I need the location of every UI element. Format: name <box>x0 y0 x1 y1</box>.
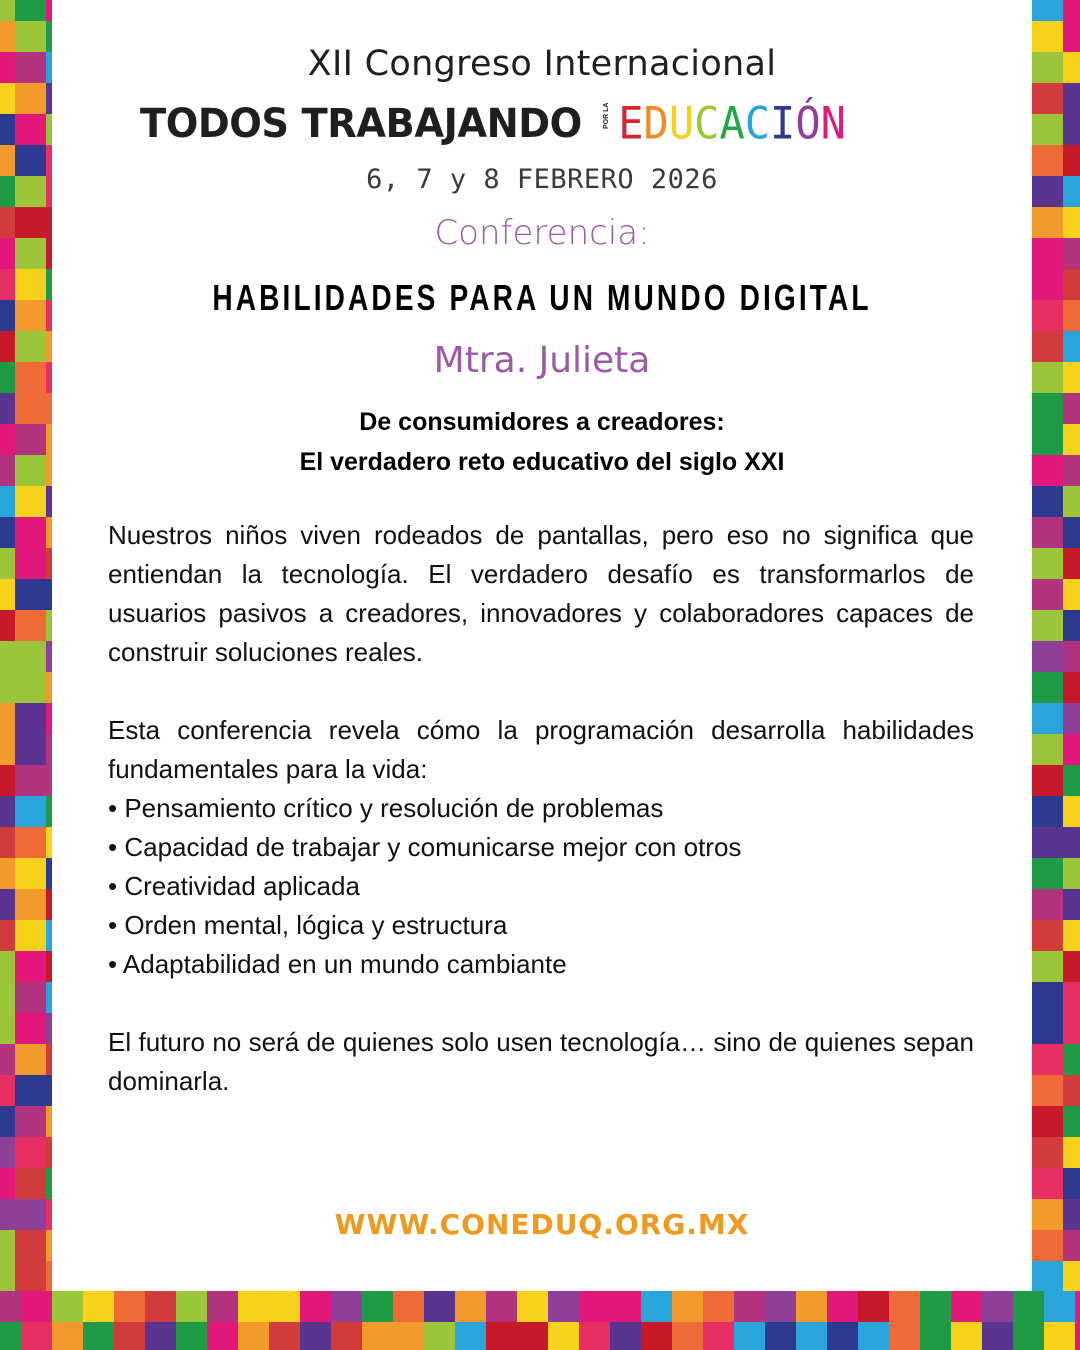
mosaic-tile <box>15 796 46 827</box>
mosaic-tile <box>0 238 15 269</box>
mosaic-tile <box>1063 1106 1080 1137</box>
mosaic-tile <box>1063 579 1080 610</box>
mosaic-tile <box>610 1291 641 1322</box>
mosaic-tile <box>0 1230 15 1261</box>
mosaic-tile <box>15 300 46 331</box>
mosaic-tile <box>0 703 15 734</box>
mosaic-tile <box>1063 982 1080 1013</box>
mosaic-tile <box>424 1322 455 1350</box>
mosaic-tile <box>300 1291 331 1322</box>
mosaic-tile <box>1063 331 1080 362</box>
mosaic-tile <box>1032 858 1063 889</box>
mosaic-tile <box>1032 579 1063 610</box>
mosaic-tile <box>393 1322 424 1350</box>
mosaic-tile <box>15 21 46 52</box>
mosaic-tile <box>207 1322 238 1350</box>
mosaic-tile <box>1063 1137 1080 1168</box>
mosaic-tile <box>1032 114 1063 145</box>
mosaic-tile <box>920 1291 951 1322</box>
educacion-letter: Ó <box>795 97 821 150</box>
mosaic-tile <box>796 1291 827 1322</box>
mosaic-tile <box>517 1322 548 1350</box>
mosaic-tile <box>1063 1075 1080 1106</box>
mosaic-tile <box>1075 1322 1080 1350</box>
mosaic-tile <box>579 1322 610 1350</box>
mosaic-tile <box>1032 1230 1063 1261</box>
mosaic-tile <box>238 1322 269 1350</box>
mosaic-tile <box>0 300 15 331</box>
mosaic-tile <box>920 1322 951 1350</box>
mosaic-tile <box>1032 145 1063 176</box>
mosaic-tile <box>1032 1137 1063 1168</box>
mosaic-tile <box>269 1322 300 1350</box>
list-item: • Capacidad de trabajar y comunicarse mejor con otros <box>108 832 742 862</box>
mosaic-tile <box>1032 641 1063 672</box>
mosaic-tile <box>951 1291 982 1322</box>
mosaic-tile <box>1032 734 1063 765</box>
mosaic-tile <box>15 579 46 610</box>
mosaic-tile <box>0 331 15 362</box>
mosaic-tile <box>486 1291 517 1322</box>
mosaic-tile <box>15 114 46 145</box>
mosaic-tile <box>827 1322 858 1350</box>
mosaic-tile <box>15 1168 46 1199</box>
mosaic-tile <box>765 1322 796 1350</box>
mosaic-tile <box>1044 1291 1075 1322</box>
mosaic-tile <box>1032 672 1063 703</box>
educacion-letter: U <box>668 97 695 150</box>
mosaic-tile <box>1063 796 1080 827</box>
mosaic-tile <box>114 1322 145 1350</box>
content-card <box>52 0 1032 1291</box>
mosaic-tile <box>15 486 46 517</box>
list-item: • Adaptabilidad en un mundo cambiante <box>108 949 567 979</box>
mosaic-tile <box>1032 52 1063 83</box>
mosaic-tile <box>951 1322 982 1350</box>
mosaic-tile <box>0 83 15 114</box>
mosaic-tile <box>982 1291 1013 1322</box>
mosaic-tile <box>1032 238 1063 269</box>
mosaic-tile <box>0 579 15 610</box>
mosaic-tile <box>641 1322 672 1350</box>
speaker-name: Mtra. Julieta <box>433 340 651 381</box>
mosaic-tile <box>21 1291 52 1322</box>
mosaic-tile <box>1063 393 1080 424</box>
mosaic-tile <box>0 145 15 176</box>
mosaic-tile <box>1063 920 1080 951</box>
mosaic-tile <box>0 52 15 83</box>
mosaic-tile <box>1075 1291 1080 1322</box>
title-main: TODOS TRABAJANDO <box>140 101 582 147</box>
title-por-la: POR LA <box>603 102 611 129</box>
mosaic-tile <box>0 641 15 672</box>
mosaic-tile <box>15 703 46 734</box>
mosaic-tile <box>15 858 46 889</box>
mosaic-tile <box>455 1291 486 1322</box>
mosaic-tile <box>15 765 46 796</box>
mosaic-tile <box>15 362 46 393</box>
mosaic-tile <box>889 1291 920 1322</box>
mosaic-tile <box>1032 424 1063 455</box>
mosaic-tile <box>0 982 15 1013</box>
mosaic-tile <box>0 424 15 455</box>
mosaic-tile <box>1063 0 1080 21</box>
mosaic-tile <box>1063 424 1080 455</box>
mosaic-tile <box>15 83 46 114</box>
mosaic-tile <box>1032 1106 1063 1137</box>
mosaic-tile <box>0 486 15 517</box>
mosaic-tile <box>1063 1168 1080 1199</box>
mosaic-tile <box>517 1291 548 1322</box>
mosaic-tile <box>15 145 46 176</box>
mosaic-tile <box>15 889 46 920</box>
mosaic-tile <box>1063 951 1080 982</box>
mosaic-tile <box>0 1322 21 1350</box>
mosaic-tile <box>1063 52 1080 83</box>
mosaic-tile <box>362 1322 393 1350</box>
mosaic-tile <box>0 827 15 858</box>
mosaic-tile <box>331 1291 362 1322</box>
mosaic-tile <box>703 1322 734 1350</box>
mosaic-tile <box>0 796 15 827</box>
mosaic-tile <box>1032 1013 1063 1044</box>
mosaic-tile <box>1063 1199 1080 1230</box>
mosaic-tile <box>548 1291 579 1322</box>
mosaic-tile <box>1032 486 1063 517</box>
mosaic-tile <box>0 1261 15 1292</box>
mosaic-tile <box>15 455 46 486</box>
mosaic-tile <box>1063 610 1080 641</box>
mosaic-tile <box>83 1291 114 1322</box>
mosaic-tile <box>0 858 15 889</box>
mosaic-tile <box>0 1013 15 1044</box>
educacion-letter: I <box>770 97 796 150</box>
mosaic-tile <box>15 734 46 765</box>
mosaic-tile <box>362 1291 393 1322</box>
mosaic-tile <box>1032 951 1063 982</box>
educacion-letter: A <box>719 97 745 150</box>
event-logo-title <box>140 98 846 150</box>
mosaic-tile <box>982 1322 1013 1350</box>
mosaic-tile <box>858 1291 889 1322</box>
mosaic-tile <box>1063 734 1080 765</box>
mosaic-tile <box>796 1322 827 1350</box>
mosaic-tile <box>52 1322 83 1350</box>
mosaic-tile <box>1063 517 1080 548</box>
mosaic-tile <box>15 1230 46 1261</box>
mosaic-tile <box>15 331 46 362</box>
mosaic-tile <box>331 1322 362 1350</box>
mosaic-tile <box>0 0 15 21</box>
mosaic-tile <box>238 1291 269 1322</box>
title-educacion <box>618 97 846 150</box>
mosaic-tile <box>1032 1199 1063 1230</box>
mosaic-tile <box>455 1322 486 1350</box>
mosaic-tile <box>0 1106 15 1137</box>
mosaic-tile <box>0 21 15 52</box>
mosaic-tile <box>1063 827 1080 858</box>
mosaic-tile <box>0 393 15 424</box>
mosaic-tile <box>15 982 46 1013</box>
mosaic-tile <box>15 176 46 207</box>
mosaic-tile <box>1032 920 1063 951</box>
mosaic-tile <box>0 176 15 207</box>
educacion-letter: N <box>820 97 846 150</box>
mosaic-tile <box>734 1291 765 1322</box>
mosaic-tile <box>1063 145 1080 176</box>
mosaic-tile <box>1032 393 1063 424</box>
skills-list <box>108 789 974 984</box>
mosaic-tile <box>1063 1261 1080 1292</box>
mosaic-tile <box>827 1291 858 1322</box>
mosaic-tile <box>1063 672 1080 703</box>
mosaic-tile <box>15 1013 46 1044</box>
mosaic-tile <box>15 920 46 951</box>
mosaic-tile <box>1063 455 1080 486</box>
mosaic-tile <box>15 1261 46 1292</box>
mosaic-tile <box>15 672 46 703</box>
mosaic-tile <box>1063 1230 1080 1261</box>
mosaic-tile <box>672 1291 703 1322</box>
mosaic-tile <box>1063 362 1080 393</box>
mosaic-tile <box>0 1199 15 1230</box>
mosaic-tile <box>15 1199 46 1230</box>
mosaic-tile <box>176 1291 207 1322</box>
list-item: • Creatividad aplicada <box>108 871 360 901</box>
mosaic-tile <box>15 52 46 83</box>
conference-title: HABILIDADES PARA UN MUNDO DIGITAL <box>212 277 872 318</box>
mosaic-tile <box>393 1291 424 1322</box>
mosaic-tile <box>548 1322 579 1350</box>
mosaic-tile <box>486 1322 517 1350</box>
mosaic-tile <box>1063 641 1080 672</box>
mosaic-tile <box>0 455 15 486</box>
mosaic-tile <box>1044 1322 1075 1350</box>
mosaic-tile <box>703 1291 734 1322</box>
mosaic-tile <box>1032 703 1063 734</box>
mosaic-tile <box>889 1322 920 1350</box>
congress-edition: XII Congreso Internacional <box>307 44 777 84</box>
mosaic-tile <box>1032 269 1063 300</box>
mosaic-tile <box>0 207 15 238</box>
mosaic-tile <box>1013 1291 1044 1322</box>
paragraph-skills-intro: Esta conferencia revela cómo la programación desarrolla habilidades fundamentales para la vida: <box>108 715 974 784</box>
mosaic-tile <box>1063 207 1080 238</box>
mosaic-tile <box>1013 1322 1044 1350</box>
mosaic-tile <box>0 548 15 579</box>
mosaic-tile <box>0 889 15 920</box>
mosaic-tile <box>21 1322 52 1350</box>
mosaic-tile <box>0 920 15 951</box>
educacion-letter: C <box>694 97 720 150</box>
mosaic-tile <box>0 362 15 393</box>
mosaic-tile <box>641 1291 672 1322</box>
mosaic-tile <box>1063 858 1080 889</box>
mosaic-tile <box>1063 176 1080 207</box>
description-body <box>108 516 974 1101</box>
mosaic-tile <box>1032 982 1063 1013</box>
mosaic-tile <box>176 1322 207 1350</box>
mosaic-tile <box>15 269 46 300</box>
mosaic-tile <box>15 424 46 455</box>
mosaic-tile <box>1063 83 1080 114</box>
mosaic-tile <box>0 734 15 765</box>
mosaic-tile <box>1032 889 1063 920</box>
mosaic-tile <box>15 951 46 982</box>
mosaic-tile <box>15 0 46 21</box>
educacion-letter: E <box>618 97 644 150</box>
mosaic-tile <box>145 1291 176 1322</box>
mosaic-tile <box>15 827 46 858</box>
mosaic-tile <box>1063 269 1080 300</box>
mosaic-tile <box>1032 548 1063 579</box>
mosaic-tile <box>1063 21 1080 52</box>
mosaic-tile <box>15 610 46 641</box>
conference-label: Conferencia: <box>434 213 650 253</box>
mosaic-tile <box>1032 610 1063 641</box>
mosaic-tile <box>15 238 46 269</box>
mosaic-tile <box>734 1322 765 1350</box>
subtitle-line-1: De consumidores a creadores: <box>359 408 725 436</box>
mosaic-tile <box>1063 238 1080 269</box>
mosaic-tile <box>15 1044 46 1075</box>
mosaic-tile <box>1032 1044 1063 1075</box>
mosaic-tile <box>1063 765 1080 796</box>
subtitle-line-2: El verdadero reto educativo del siglo XXI <box>299 448 785 476</box>
mosaic-tile <box>858 1322 889 1350</box>
mosaic-tile <box>424 1291 455 1322</box>
educacion-letter: D <box>643 97 669 150</box>
mosaic-tile <box>1032 331 1063 362</box>
mosaic-tile <box>672 1322 703 1350</box>
paragraph-closing: El futuro no será de quienes solo usen tecnología… sino de quienes sepan dominarla. <box>108 1027 974 1096</box>
mosaic-tile <box>1032 300 1063 331</box>
mosaic-tile <box>15 1106 46 1137</box>
mosaic-tile <box>1032 1261 1063 1292</box>
mosaic-tile <box>145 1322 176 1350</box>
mosaic-tile <box>0 1075 15 1106</box>
mosaic-tile <box>15 1075 46 1106</box>
mosaic-tile <box>0 672 15 703</box>
event-dates: 6, 7 y 8 FEBRERO 2026 <box>366 164 718 195</box>
mosaic-tile <box>1063 1044 1080 1075</box>
mosaic-tile <box>1032 21 1063 52</box>
mosaic-tile <box>300 1322 331 1350</box>
mosaic-tile <box>1032 176 1063 207</box>
mosaic-tile <box>1032 827 1063 858</box>
mosaic-tile <box>1032 1075 1063 1106</box>
mosaic-tile <box>1032 1168 1063 1199</box>
mosaic-tile <box>0 951 15 982</box>
mosaic-tile <box>1063 1013 1080 1044</box>
mosaic-tile <box>1032 362 1063 393</box>
mosaic-tile <box>1032 517 1063 548</box>
mosaic-tile <box>15 1137 46 1168</box>
mosaic-tile <box>83 1322 114 1350</box>
website-link[interactable]: WWW.CONEDUQ.ORG.MX <box>334 1208 750 1241</box>
conference-subtitle <box>52 402 1032 482</box>
mosaic-tile <box>15 207 46 238</box>
mosaic-tile <box>765 1291 796 1322</box>
mosaic-tile <box>1063 889 1080 920</box>
mosaic-tile <box>0 1168 15 1199</box>
mosaic-tile <box>1063 114 1080 145</box>
mosaic-tile <box>15 641 46 672</box>
list-item: • Pensamiento crítico y resolución de problemas <box>108 793 664 823</box>
mosaic-tile <box>1032 83 1063 114</box>
list-item: • Orden mental, lógica y estructura <box>108 910 508 940</box>
mosaic-tile <box>0 765 15 796</box>
mosaic-tile <box>0 1044 15 1075</box>
mosaic-tile <box>1032 207 1063 238</box>
mosaic-tile <box>15 393 46 424</box>
mosaic-tile <box>1063 548 1080 579</box>
mosaic-tile <box>0 1137 15 1168</box>
mosaic-tile <box>0 517 15 548</box>
mosaic-tile <box>0 1291 21 1322</box>
mosaic-tile <box>15 517 46 548</box>
mosaic-tile <box>1032 765 1063 796</box>
mosaic-tile <box>0 114 15 145</box>
mosaic-tile <box>1063 486 1080 517</box>
paragraph-intro: Nuestros niños viven rodeados de pantallas, pero eso no significa que entiendan la tecnología. El verdadero desafío es transformarlos de usuarios pasivos a creadores, innovadores y colaboradores capaces de construir soluciones reales. <box>108 520 974 667</box>
mosaic-tile <box>0 610 15 641</box>
mosaic-tile <box>1032 455 1063 486</box>
mosaic-tile <box>1063 300 1080 331</box>
mosaic-tile <box>610 1322 641 1350</box>
mosaic-tile <box>269 1291 300 1322</box>
mosaic-tile <box>15 548 46 579</box>
mosaic-tile <box>114 1291 145 1322</box>
mosaic-tile <box>1032 796 1063 827</box>
educacion-letter: C <box>744 97 771 150</box>
mosaic-tile <box>1032 0 1063 21</box>
mosaic-tile <box>0 269 15 300</box>
mosaic-tile <box>207 1291 238 1322</box>
mosaic-tile <box>579 1291 610 1322</box>
mosaic-tile <box>52 1291 83 1322</box>
mosaic-tile <box>1063 703 1080 734</box>
